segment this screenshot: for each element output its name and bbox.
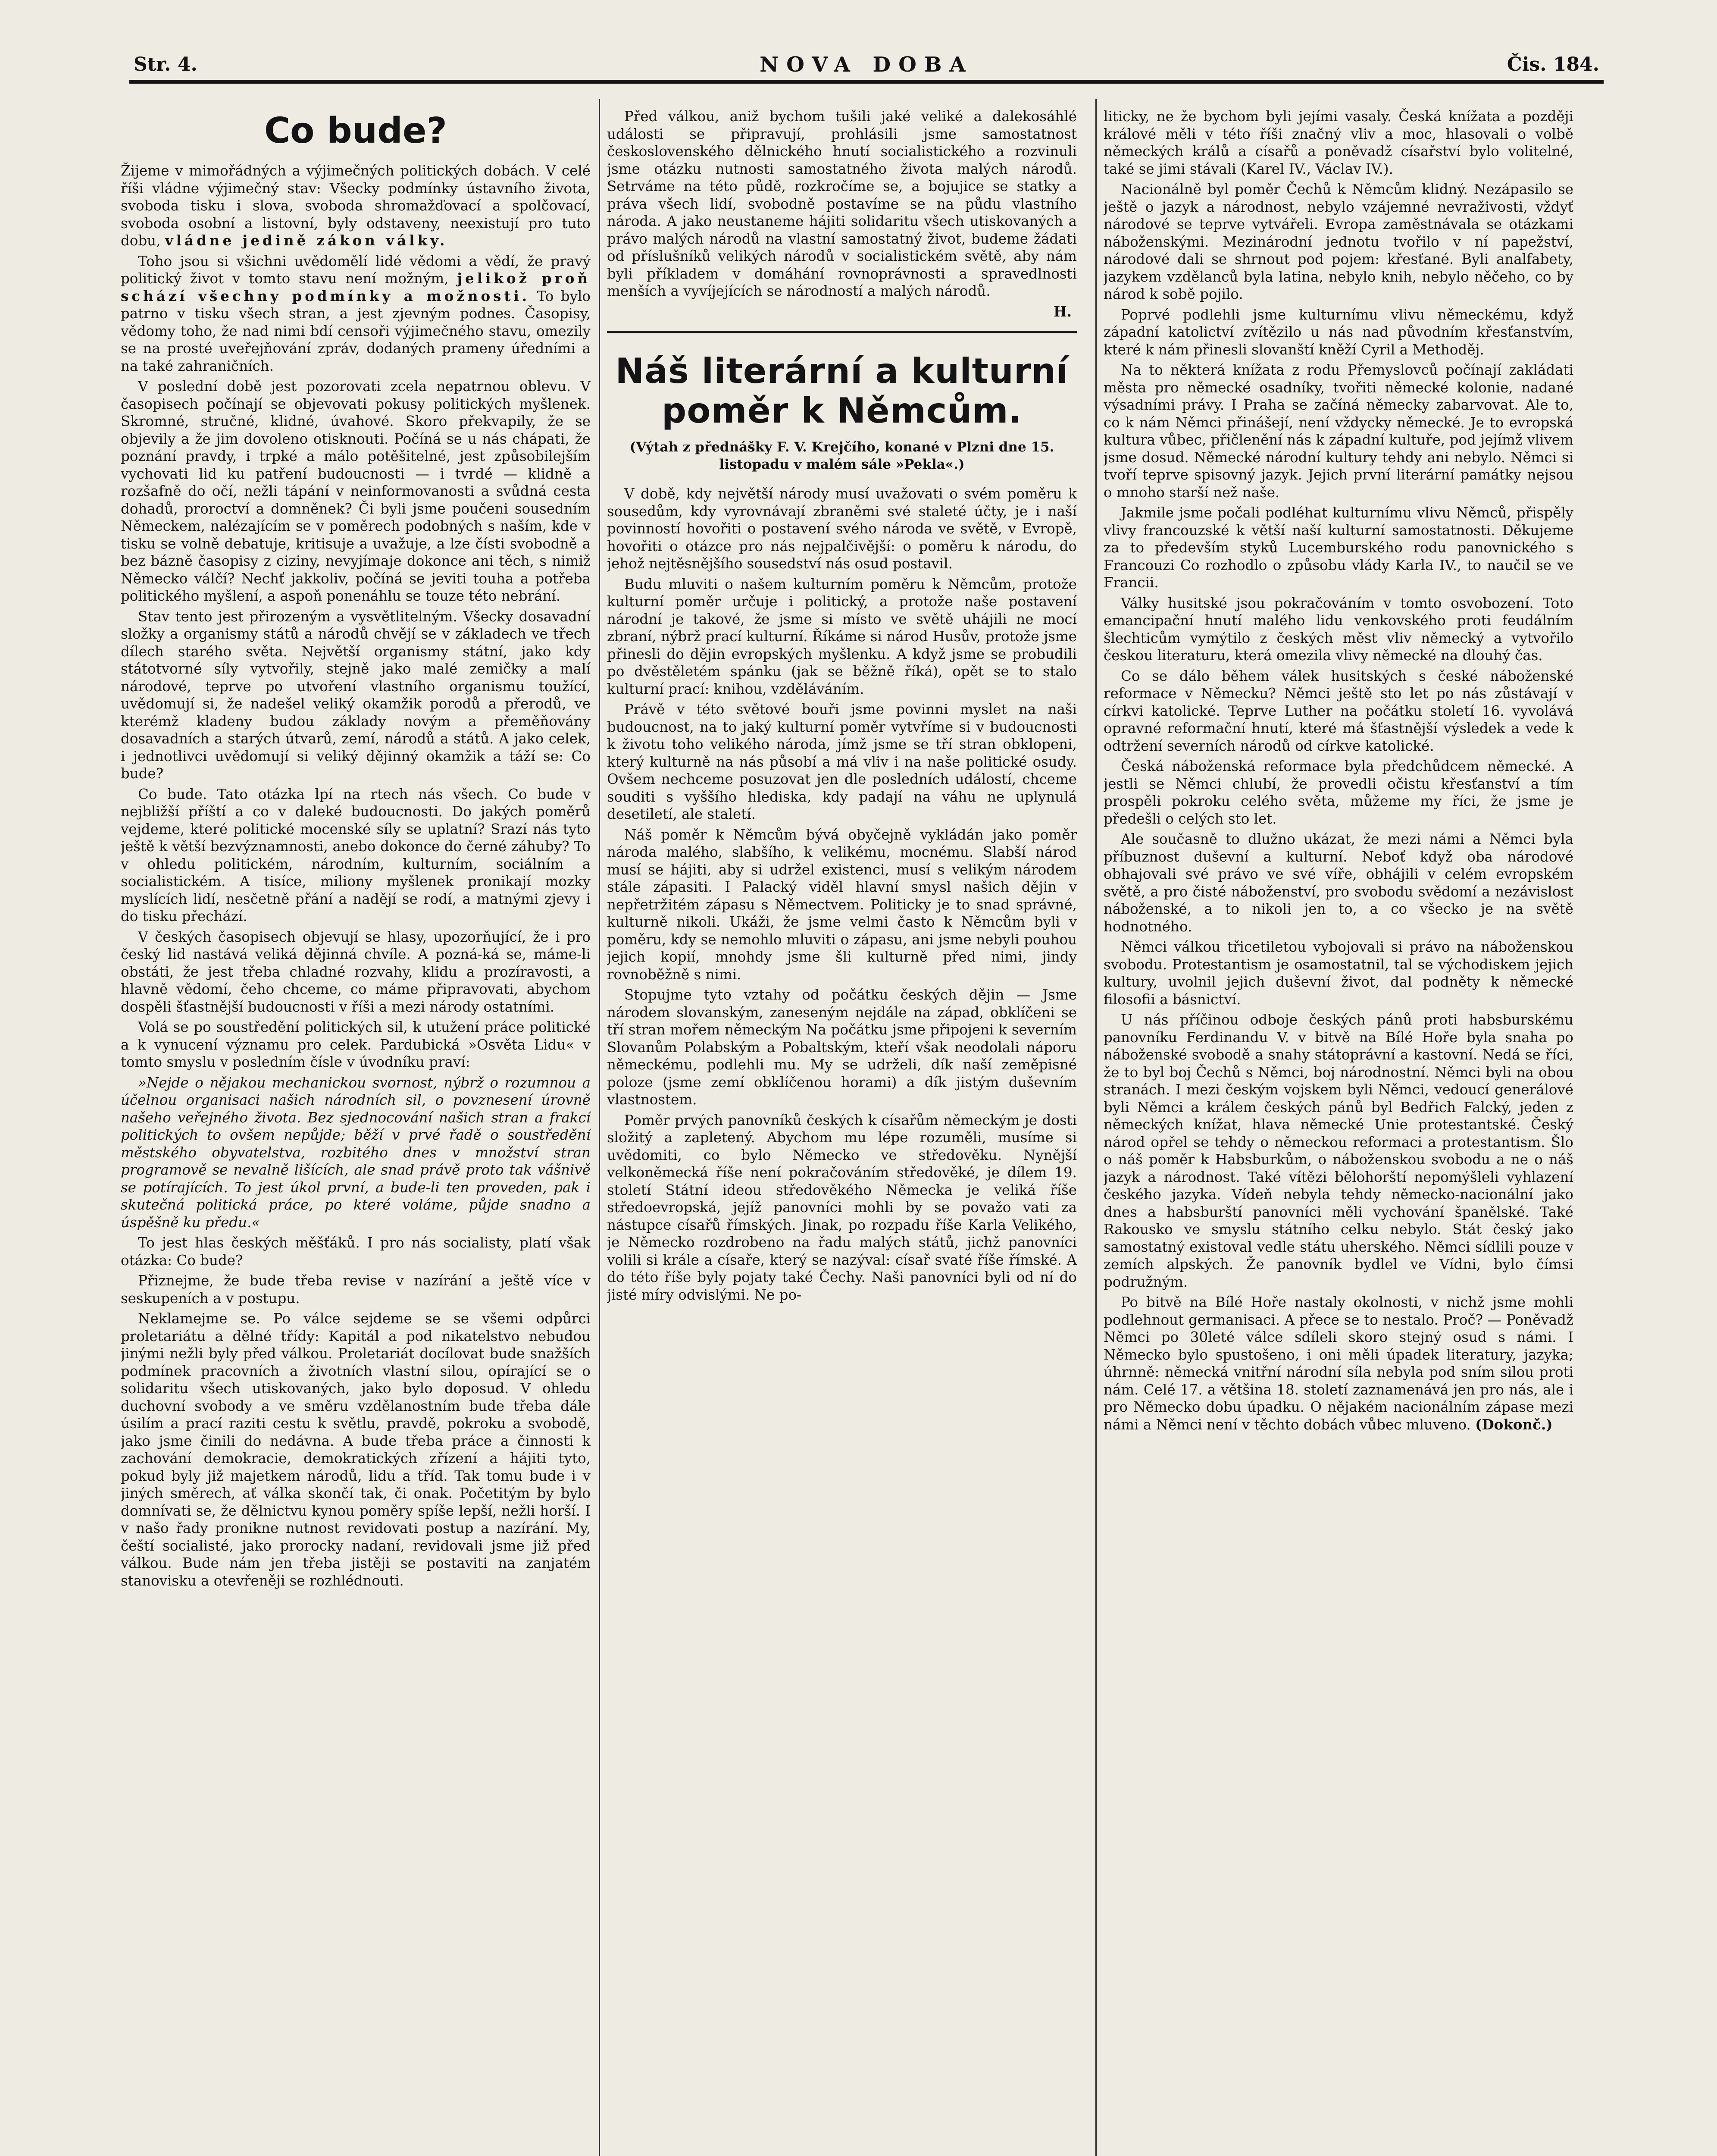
paragraph: Volá se po soustředění politických sil, k utužení práce politické a k vynucení významu pro celek. Pardubická »Osvěta Lidu« v tomto smyslu v posledním čísle v úvodníku praví: bbox=[121, 1019, 591, 1070]
paragraph-continued: Neklamejme se. Po válce sejdeme se se všemi odpůrci proletariátu a dělné třídy: Kapitál a pod nikatelstvo nebudou jinými nežli byly před válkou. Proletariát docílovat bude snažších podmínek pracovních a životních vlastní silou, opírající se o solidaritu všech utiskovaných, jako bylo doposud. V ohledu duchovní svobody a ve směru vzdělanostním bude třeba dále úsilím a prací raziti cestu k světlu, pravdě, pokroku a svobodě, jako jsme činili do nedávna. A bude třeba práce a činnosti k zachování demokracie, demokratických zřízení a hájiti tyto, pokud byly již majetkem národů, lidu a tříd. Tak tomu bude i v jiných směrech, ať válka skončí tak, či onak. Početitým by bylo domnívati se, že dělnictvu kynou poměry spíše lepší, nežli horší. I v našo řady pronikne nutnost revidovati postup a nazírání. My, čeští socialisté, jako prorocky nadaní, revidovali jsme již před válkou. Bude nám jen třeba jistěji se postaviti na zanjatém stanovisku a otevřeněji se rozhlédnouti. bbox=[121, 1310, 591, 1589]
paragraph: V době, kdy největší národy musí uvažovati o svém poměru k sousedům, kdy vyrovnávají zbraněmi své staleté účty, je i naší povinností hovořiti o postavení svého národa ve světě, v Evropě, hovořiti o otázce pro nás nejpalčivější: o poměru k národu, do jehož nejtěsnějšího sousedství nás osud postavil. bbox=[607, 486, 1077, 572]
paragraph: Žijeme v mimořádných a výjimečných politických dobách. V celé říši vládne výjimečný stav: Všecky podmínky ústavního života, svoboda tisku i slova, svoboda shromažďovací a spolčovací, svoboda osobní a listovní, byly odstaveny, neexistují pro tuto dobu, vládne jedině zákon války. bbox=[121, 163, 591, 249]
paragraph: Nacionálně byl poměr Čechů k Němcům klidný. Nezápasilo se ještě o jazyk a národnost, nebylo vzájemné nevraživosti, vždyť národové se teprve vytvářeli. Evropa zaměstnávala se otázkami náboženskými. Mezinárodní jednotu tvořilo v ní papežství, národové dali se shrnout pod pojem: křesťané. Byli analfabety, jazykem vzdělanců byla latina, nebylo knih, nebylo něčeho, co by národ k sobě pojilo. bbox=[1104, 181, 1573, 302]
paragraph: Poprvé podlehli jsme kulturnímu vlivu německému, když západní katolictví zvítězilo u nás nad původním křesťanstvím, které k nám přinesli slovanští kněží Cyril a Methoděj. bbox=[1104, 306, 1573, 358]
emphasis: vládne jedině zákon války. bbox=[165, 232, 448, 249]
paragraph: Budu mluviti o našem kulturním poměru k Němcům, protože kulturní poměr určuje i politický, a protože naše postavení národní je takové, že jsme si místo ve světě uhájili ne mocí zbraní, nýbrž prací kulturní. Říkáme si národ Husův, protože jsme přinesli do dějin evropských myšlenku. A když jsme se probudili po dvěstěletém spánku (jak se běžně říká), opět se to stalo kulturní prací: knihou, vzděláváním. bbox=[607, 576, 1077, 697]
paragraph: Po bitvě na Bílé Hoře nastaly okolnosti, v nichž jsme mohli podlehnout germanisaci. A přece se to nestalo. Proč? — Poněvadž Němci po 30leté válce sdíleli skoro stejný osud s námi. I Německo bylo spustošeno, i oni měli úpadek literatury, jazyka; úhrnně: německá vnitřní národní síla nebyla pod sním silou proti nám. Celé 17. a většina 18. století zaznamenává jen pro nás, ale i pro Německo dobu úpadku. O nějakém nacionálním zápase mezi námi a Němci není v těchto dobách vůbec mluveno. (Dokonč.) bbox=[1104, 1294, 1573, 1433]
paragraph: U nás příčinou odboje českých pánů proti habsburskému panovníku Ferdinandu V. v bitvě na Bílé Hoře byla snaha po náboženské svobodě a snahy státoprávní a kastovní. Nedá se říci, že to byl boj Čechů s Němci, boj národnostní. Němci byli na obou stranách. I mezi českým vojskem byli Němci, vedoucí generálové byli Němci a králem českých pánů byl Bedřich Falcký, jeden z německých knížat, hlava německé Unie protestantské. Český národ opřel se tehdy o německou reformaci a protestantism. Šlo o náš poměr k Habsburkům, o náboženskou svobodu a ne o náš jazyk a národnost. Také vítězi bělohorští nepomýšleli vyhlazení českého jazyka. Vídeň nebyla tehdy německo-nacionální jako dnes a habsburští panovníci měli vychování španělské. Také Rakousko ve smyslu státního celku nebylo. Stát český jako samostatný existoval vedle státu uherského. Němci sídlili pouze v zemích alpských. Že panovník bydlel ve Vídni, bylo čímsi podružným. bbox=[1104, 1012, 1573, 1290]
paragraph: Přiznejme, že bude třeba revise v nazírání a ještě více v seskupeních a v postupu. bbox=[121, 1272, 591, 1307]
paragraph: Před válkou, aniž bychom tušili jaké veliké a dalekosáhlé události se připravují, prohlásili jsme samostatnost československého dělnického hnutí socialistického a rozvinuli jsme otázku nutnosti samostatného života malých národů. Setrváme na této půdě, rozkročíme se, a bojujice se statky a práva všech lidí, svobodně postavíme se na půdu vlastního národa. A jako neustaneme hájiti solidaritu všech utiskovaných a právo malých národů na vlastní samostatný život, budeme žádati od příslušníků velikých národů v socialistickém světě, aby nám byli příkladem v domáhání rovnoprávnosti a spravedlnosti menších a vyvíjejících se národností a malých národů. bbox=[607, 108, 1077, 299]
paragraph: Co bude. Tato otázka lpí na rtech nás všech. Co bude v nejbližší příští a co v daleké budoucnosti. Do jakých poměrů vejdeme, které politické mocenské síly se uplatní? Srazí nás tyto ještě k větší bezvýznamnosti, anebo dokonce do černé záhuby? To v ohledu politickém, národním, kulturním, sociálním a socialistickém. A tisíce, miliony myšlenek pronikají mozky myslících lidí, nesčetně přání a nadějí se rodí, a matnými zjevy i do tisku přechází. bbox=[121, 786, 591, 924]
newspaper-title: NOVA DOBA bbox=[760, 53, 973, 77]
page-number: Str. 4. bbox=[134, 53, 197, 75]
article-title: Náš literární a kulturní poměr k Němcům. bbox=[615, 351, 1069, 431]
paragraph: Stav tento jest přirozeným a vysvětlitelným. Všecky dosavadní složky a organismy států a národů chvějí se v základech ve třech dílech starého světa. Největší organismy státní, jako kdy státotvorné síly vytvořily, stejně jako malé zemičky a malí národové, teprve po utvoření vlastního organismu toužící, uvědomují si, že nadešel veliký okamžik porodů a přerodů, ve kterémž kladeny budou základy novým a přeměňovány dosavadních a starých útvarů, zemí, národů a států. A jako celek, i jednotlivci uvědomují si veliký dějinný okamžik a táží se: Co bude? bbox=[121, 608, 591, 782]
paragraph: V českých časopisech objevují se hlasy, upozorňující, že i pro český lid nastává veliká dějinná chvíle. A pozná-ká se, máme-li obstáti, že jest třeba chladné rozvahy, klidu a prozíravosti, a hlavně vědomí, čeho chceme, co máme připravovati, abychom dospěli šťastnější budoucnosti v říši a mezi národy ostatními. bbox=[121, 928, 591, 1015]
column-rule bbox=[1095, 99, 1097, 2156]
paragraph: Na to některá knížata z rodu Přemyslovců počínají zakládati města pro německé osadníky, tvořiti německé kolonie, nadané výsadními právy. I Praha se začíná německy zabarvovat. Ale to, co k nám Němci přinášejí, není vždycky německé. Je to evropská kultura vůbec, přičlenění nás k západní kultuře, pod jejímž vlivem jsme dosud. Německé národní kultury tehdy ani nebylo. Němci si tvoří teprve spisovný jazyk. Jejich první literární památky nejsou o mnoho starší než naše. bbox=[1104, 362, 1573, 501]
paragraph: Stopujme tyto vztahy od počátku českých dějin — Jsme národem slovanským, zaneseným nejdále na západ, obklíčeni se tří stran mořem německým Na počátku jsme připojeni k severním Slovanům Polabským a Pobaltským, kteří však neodolali náporu německému, podlehli mu. My se udrželi, dík naší zeměpisné poloze (jsme zemí obklíčenou horami) a dík jistým duševním vlastnostem. bbox=[607, 987, 1077, 1108]
emphasis: jelikož proň schází všechny podmínky a možnosti. bbox=[121, 270, 591, 304]
paragraph: To jest hlas českých měšťáků. I pro nás socialisty, platí však otázka: Co bude? bbox=[121, 1235, 591, 1269]
paragraph: Co se dálo během válek husitských s české náboženské reformace v Německu? Němci ještě sto let po nás zůstávají v církvi katolické. Teprve Luther na počátku století 16. vyvolává opravné reformační hnutí, které má šťastnější výsledek a vede k odtržení severních národů od církve katolické. bbox=[1104, 667, 1573, 754]
paragraph: liticky, ne že bychom byli jejími vasaly. Česká knížata a později králové měli v této říši značný vliv a moc, hlasovali o volbě německých králů a císařů a poněvadž císařství bylo volitelné, také se jimi stávali (Karel IV., Václav IV.). bbox=[1104, 108, 1573, 177]
paragraph: Poměr prvých panovníků českých k císařům německým je dosti složitý a zapletený. Abychom mu lépe rozuměli, musíme si uvědomiti, co bylo Německo ve středověku. Nynější velkoněmecká říše není pokračováním středověké, je dílem 19. století Státní ideou středověkého Německa je veliká říše středoevropská, jejíž panovníci mohli by se považo vati za nástupce císařů římských. Jinak, po rozpadu říše Karla Velikého, je Německo rozdrobeno na řadu malých států, jichž panovníci volili si krále a císaře, který se nazýval: císař svaté říše římské. A do této říše byly pojaty také Čechy. Naši panovníci byli od ní do jisté míry odvislými. Ne po- bbox=[607, 1112, 1077, 1303]
paragraph: Právě v této světové bouři jsme povinni myslet na naši budoucnost, na to jaký kulturní poměr vytvříme si v budoucnosti k životu toho velikého národa, jímž jsme se tří stran obklopeni, který kulturně na nás působí a má vliv i na naše politické osudy. Ovšem nechceme posuzovat jen dle posledních událostí, chceme souditi s vyššího hlediska, kdy padají na váhu ne uplynulá desetiletí, ale staletí. bbox=[607, 701, 1077, 822]
column-3 bbox=[1104, 108, 1573, 2156]
paragraph: Ale současně to dlužno ukázat, že mezi námi a Němci byla příbuznost duševní a kulturní. Neboť když oba národové obhajovali své právo ve své víře, obhájili v celém evropském světě, a pro čisté náboženství, pro svobodu svědomí a nezávislost náboženské, a to nikoli jen to, a co všecko je na světě hodnotného. bbox=[1104, 831, 1573, 935]
paragraph: Náš poměr k Němcům bývá obyčejně vykládán jako poměr národa malého, slabšího, k velikému, mocnému. Slabší národ musí se hájiti, aby si udržel existenci, musí s velikým národem stále zápasiti. I Palacký viděl hlavní smysl našich dějin v nepřetržitém zápasu s Němectvem. Politicky je to snad správné, kulturně nikoli. Ukáži, že jsme velmi často k Němcům byli v poměru, kdy se nemohlo mluviti o zápasu, ani jsme nebyli pouhou jejich kopií, mnohdy jsme šli kulturně před nimi, jindy rovnoběžně s nimi. bbox=[607, 826, 1077, 983]
column-2 bbox=[607, 108, 1077, 2156]
paragraph: Toho jsou si všichni uvědomělí lidé vědomi a vědí, že pravý politický život v tomto stavu není možným, jelikož proň schází všechny podmínky a možnosti. To bylo patrno v tisku všech stran, a jest zjevným podnes. Časopisy, vědomy toho, že nad nimi bdí censoři výjimečného stavu, omezily se na prosté uveřejňování zpráv, dodaných prameny úředními a na také zahraničních. bbox=[121, 253, 591, 374]
paragraph: Němci válkou třicetiletou vybojovali si právo na náboženskou svobodu. Protestantism je osamostatnil, tal se východiskem jejich kultury, uvolnil jejich duševní život, dal podněty k německé filosofii a básnictví. bbox=[1104, 939, 1573, 1008]
paragraph: Války husitské jsou pokračováním v tomto osvobození. Toto emancipační hnutí malého lidu venkovského proti feudálním šlechticům vymýtilo z českých měst vliv německý a vytvořilo českou literaturu, která omezila vlivy německé na dlouhý čas. bbox=[1104, 595, 1573, 664]
section-divider bbox=[607, 331, 1077, 333]
column-rule bbox=[599, 99, 600, 2156]
article-subtitle: (Výtah z přednášky F. V. Krejčího, konané v Plzni dne 15. listopadu v malém sále »Pekla«.) bbox=[629, 439, 1054, 472]
paragraph: V poslední době jest pozorovati zcela nepatrnou oblevu. V časopisech počínají se objevovati pokusy politických myšlenek. Skromné, stručné, klidné, úvahové. Skoro překvapily, že se objevily a že jim dovoleno otisknouti. Počíná se u nás chápati, že poznání pravdy, i trpké a málo potěšitelné, jest způsobilejším vychovati lid ku patření budoucnosti — i tvrdé — klidně a rozšafně do očí, nežli tápání v neinformovanosti a svůdná cesta dohadů, proroctví a domněnek? Či byli jsme poučeni sousedním Německem, nalézajícím se v poměrech podobných s naším, kde v tisku se volně debatuje, kritisuje a uvažuje, a lze čísti svobodně a bez bázně časopisy z ciziny, nevyjímaje dokonce ani těch, s nimiž Německo válčí? Nechť jakkoliv, počíná se jeviti touha a potřeba politického myšlení, a aspoň ponenáhlu se touze této nebrání. bbox=[121, 378, 591, 604]
column-1 bbox=[121, 108, 591, 2156]
article-title: Co bude? bbox=[264, 110, 447, 151]
issue-number: Čis. 184. bbox=[1507, 53, 1599, 75]
paragraph: Česká náboženská reformace byla předchůdcem německé. A jestli se Němci chlubí, že provedli očistu křesťanství a tím prospěli pokroku celého světa, můžeme my říci, že jsme je předešli o celých sto let. bbox=[1104, 758, 1573, 827]
page-header bbox=[129, 50, 1604, 84]
signature: H. bbox=[1053, 303, 1072, 320]
paragraph: Jakmile jsme počali podléhat kulturnímu vlivu Němců, přispěly vlivy francouzské k větší naší kulturní samostatnosti. Děkujeme za to především styků Lucemburského rodu panovnického s Francouzi Co rozhodlo o způsobu vlády Karla IV., to naučil se ve Francii. bbox=[1104, 505, 1573, 591]
continued-note: (Dokonč.) bbox=[1475, 1416, 1553, 1433]
quotation: »Nejde o nějakou mechanickou svornost, nýbrž o rozumnou a účelnou organisaci našich národních sil, o povznesení úrovně našeho veřejného života. Bez sjednocování našich stran a frakcí politických to ovšem nepůjde; běží v prvé řadě o soustředění městského obyvatelstva, rozbitého dnes v množství stran programově se nevalně lišících, ale snad právě proto tak vášnivě se potírajících. To jest úkol první, a bude-li ten proveden, pak i skutečná politická práce, po které voláme, půjde snadno a úspěšně ku předu.« bbox=[121, 1074, 591, 1231]
